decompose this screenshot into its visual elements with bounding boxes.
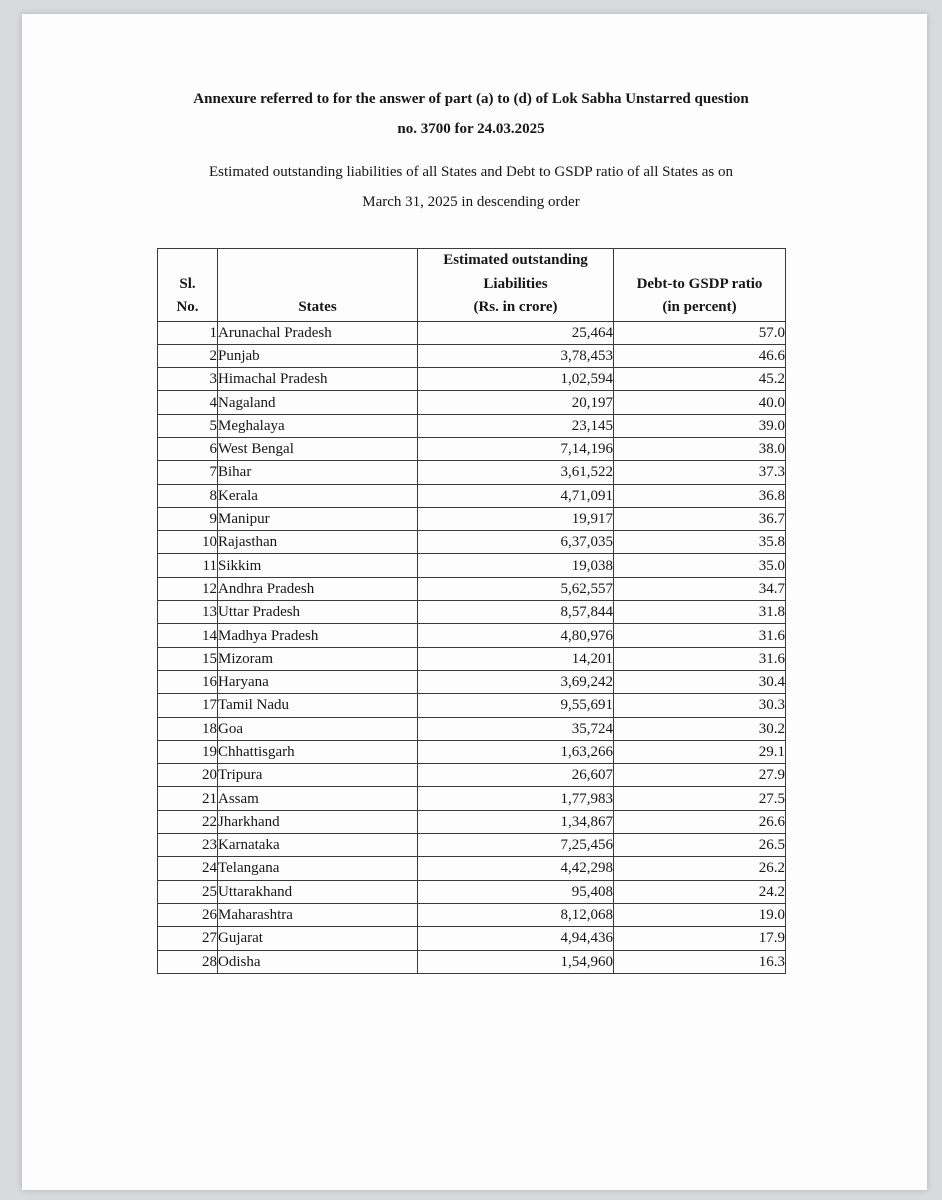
cell-liabilities: 4,80,976 [418,624,614,647]
cell-ratio: 38.0 [614,437,786,460]
table-row [158,694,786,717]
cell-liabilities: 7,14,196 [418,437,614,460]
cell-sl-no: 2 [158,344,218,367]
cell-liabilities: 4,94,436 [418,927,614,950]
cell-sl-no: 16 [158,670,218,693]
table-row [158,531,786,554]
cell-sl-no: 6 [158,437,218,460]
cell-liabilities: 1,34,867 [418,810,614,833]
cell-liabilities: 14,201 [418,647,614,670]
table-row [158,927,786,950]
cell-ratio: 34.7 [614,577,786,600]
cell-ratio: 57.0 [614,321,786,344]
header-liabilities-line-1: Estimated outstanding [443,252,588,268]
cell-liabilities: 95,408 [418,880,614,903]
cell-sl-no: 22 [158,810,218,833]
table-row [158,554,786,577]
cell-state: Haryana [218,670,418,693]
table-row [158,484,786,507]
cell-ratio: 46.6 [614,344,786,367]
table-row [158,368,786,391]
cell-ratio: 30.2 [614,717,786,740]
table-row [158,647,786,670]
cell-liabilities: 5,62,557 [418,577,614,600]
table-row [158,321,786,344]
cell-sl-no: 4 [158,391,218,414]
cell-state: West Bengal [218,437,418,460]
cell-ratio: 31.6 [614,624,786,647]
cell-state: Chhattisgarh [218,740,418,763]
cell-liabilities: 23,145 [418,414,614,437]
header-liabilities [418,249,614,322]
cell-state: Tripura [218,764,418,787]
cell-state: Odisha [218,950,418,973]
header-ratio [614,249,786,322]
cell-sl-no: 10 [158,531,218,554]
cell-ratio: 30.3 [614,694,786,717]
cell-state: Gujarat [218,927,418,950]
cell-liabilities: 9,55,691 [418,694,614,717]
cell-liabilities: 3,78,453 [418,344,614,367]
cell-liabilities: 4,42,298 [418,857,614,880]
cell-liabilities: 8,57,844 [418,601,614,624]
cell-state: Punjab [218,344,418,367]
cell-ratio: 26.6 [614,810,786,833]
table-row [158,670,786,693]
cell-sl-no: 23 [158,834,218,857]
cell-liabilities: 19,038 [418,554,614,577]
header-liabilities-line-3: (Rs. in crore) [473,299,558,315]
table-row [158,414,786,437]
cell-ratio: 26.2 [614,857,786,880]
cell-ratio: 31.6 [614,647,786,670]
cell-state: Uttar Pradesh [218,601,418,624]
cell-sl-no: 12 [158,577,218,600]
table-row [158,577,786,600]
table-row [158,717,786,740]
cell-state: Rajasthan [218,531,418,554]
cell-ratio: 35.8 [614,531,786,554]
table-row [158,950,786,973]
cell-ratio: 45.2 [614,368,786,391]
cell-sl-no: 17 [158,694,218,717]
cell-liabilities: 26,607 [418,764,614,787]
header-sl-line-1: Sl. [179,275,196,292]
table-row [158,391,786,414]
document-subtitle-line-1: Estimated outstanding liabilities of all States and Debt to GSDP ratio of all States as on [209,164,733,180]
cell-ratio: 31.8 [614,601,786,624]
document-title-line-1: Annexure referred to for the answer of part (a) to (d) of Lok Sabha Unstarred question [193,91,749,107]
cell-state: Mizoram [218,647,418,670]
cell-ratio: 37.3 [614,461,786,484]
header-liabilities-line-2: Liabilities [483,275,548,292]
cell-sl-no: 9 [158,507,218,530]
cell-ratio: 27.5 [614,787,786,810]
table-row [158,880,786,903]
cell-ratio: 39.0 [614,414,786,437]
cell-ratio: 29.1 [614,740,786,763]
cell-sl-no: 28 [158,950,218,973]
cell-state: Telangana [218,857,418,880]
cell-sl-no: 5 [158,414,218,437]
cell-state: Madhya Pradesh [218,624,418,647]
cell-sl-no: 25 [158,880,218,903]
cell-sl-no: 1 [158,321,218,344]
table-row [158,624,786,647]
cell-state: Goa [218,717,418,740]
cell-ratio: 17.9 [614,927,786,950]
table-row [158,344,786,367]
cell-ratio: 40.0 [614,391,786,414]
cell-liabilities: 8,12,068 [418,903,614,926]
cell-ratio: 36.7 [614,507,786,530]
cell-state: Andhra Pradesh [218,577,418,600]
cell-sl-no: 24 [158,857,218,880]
cell-liabilities: 4,71,091 [418,484,614,507]
cell-liabilities: 3,69,242 [418,670,614,693]
liabilities-table [157,248,786,974]
cell-state: Nagaland [218,391,418,414]
cell-liabilities: 1,63,266 [418,740,614,763]
table-body [158,321,786,973]
cell-sl-no: 11 [158,554,218,577]
cell-state: Assam [218,787,418,810]
cell-state: Maharashtra [218,903,418,926]
cell-liabilities: 3,61,522 [418,461,614,484]
cell-liabilities: 1,02,594 [418,368,614,391]
cell-state: Himachal Pradesh [218,368,418,391]
header-states [218,249,418,322]
table-row [158,437,786,460]
table-row [158,764,786,787]
cell-liabilities: 19,917 [418,507,614,530]
cell-state: Meghalaya [218,414,418,437]
cell-state: Arunachal Pradesh [218,321,418,344]
cell-liabilities: 7,25,456 [418,834,614,857]
cell-state: Tamil Nadu [218,694,418,717]
cell-liabilities: 1,54,960 [418,950,614,973]
cell-ratio: 24.2 [614,880,786,903]
cell-sl-no: 18 [158,717,218,740]
cell-ratio: 27.9 [614,764,786,787]
cell-sl-no: 20 [158,764,218,787]
cell-sl-no: 21 [158,787,218,810]
cell-liabilities: 6,37,035 [418,531,614,554]
table-row [158,461,786,484]
cell-ratio: 19.0 [614,903,786,926]
table-row [158,507,786,530]
table-row [158,787,786,810]
cell-liabilities: 35,724 [418,717,614,740]
table-row [158,601,786,624]
cell-sl-no: 7 [158,461,218,484]
cell-state: Karnataka [218,834,418,857]
document-title-line-2: no. 3700 for 24.03.2025 [397,121,545,137]
table-row [158,740,786,763]
cell-sl-no: 15 [158,647,218,670]
table-row [158,857,786,880]
table-row [158,834,786,857]
cell-state: Jharkhand [218,810,418,833]
document-subtitle-line-2: March 31, 2025 in descending order [362,194,580,210]
cell-ratio: 26.5 [614,834,786,857]
header-sl-line-2: No. [176,299,199,315]
cell-sl-no: 14 [158,624,218,647]
cell-sl-no: 27 [158,927,218,950]
cell-state: Sikkim [218,554,418,577]
cell-state: Manipur [218,507,418,530]
cell-sl-no: 26 [158,903,218,926]
cell-ratio: 30.4 [614,670,786,693]
table-header-row [158,249,786,322]
header-sl-no [158,249,218,322]
cell-sl-no: 8 [158,484,218,507]
cell-sl-no: 3 [158,368,218,391]
cell-sl-no: 13 [158,601,218,624]
cell-state: Bihar [218,461,418,484]
cell-state: Kerala [218,484,418,507]
cell-ratio: 35.0 [614,554,786,577]
table-row [158,810,786,833]
cell-liabilities: 1,77,983 [418,787,614,810]
cell-liabilities: 25,464 [418,321,614,344]
cell-state: Uttarakhand [218,880,418,903]
header-ratio-line-2: (in percent) [662,299,737,315]
table-row [158,903,786,926]
cell-sl-no: 19 [158,740,218,763]
cell-ratio: 36.8 [614,484,786,507]
header-ratio-line-1: Debt-to GSDP ratio [636,275,763,292]
cell-liabilities: 20,197 [418,391,614,414]
header-states-label: States [298,299,337,315]
cell-ratio: 16.3 [614,950,786,973]
